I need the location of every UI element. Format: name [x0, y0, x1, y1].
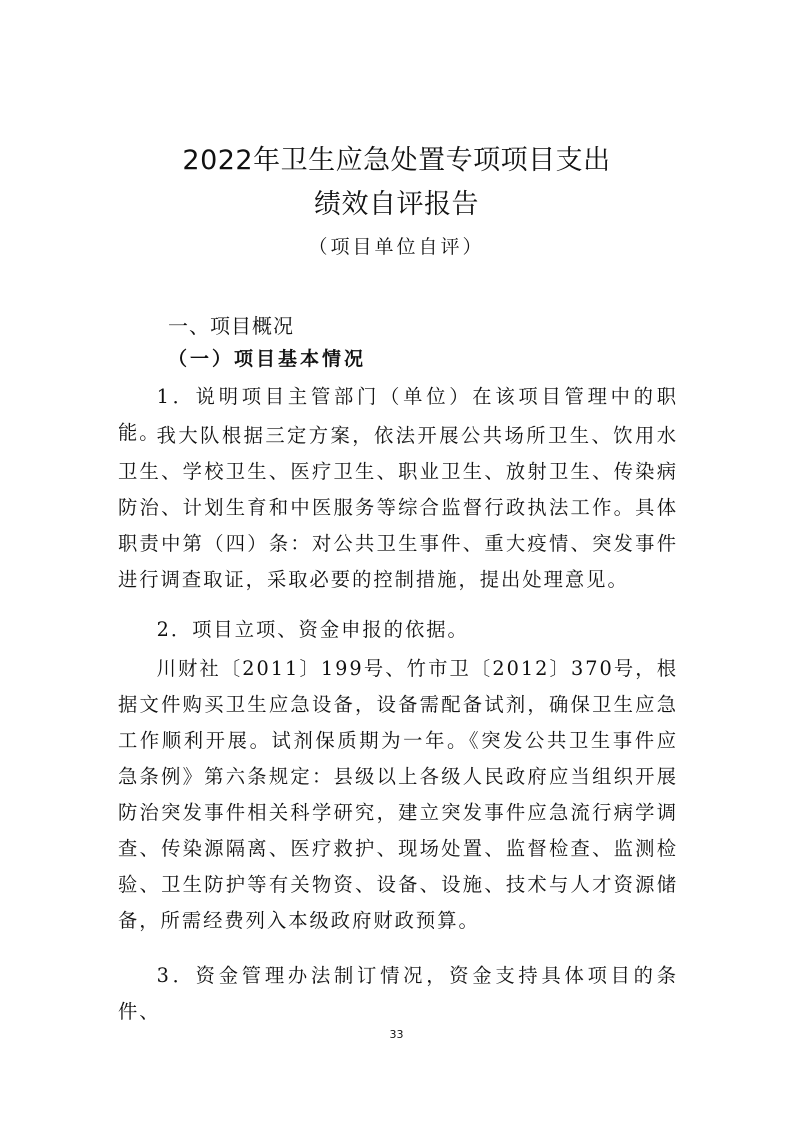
paragraph-item-1-heading: 1．说明项目主管部门（单位）在该项目管理中的职能。 [118, 385, 678, 444]
report-title-line-1: 2022年卫生应急处置专项项目支出 [182, 145, 611, 176]
section-heading: 一、项目概况 [168, 314, 294, 338]
paragraph-project-basis: 川财社〔2011〕199号、竹市卫〔2012〕370号，根据文件购买卫生应急设备，设备需配备试剂，确保卫生应急工作顺利开展。试剂保质期为一年。《突发公共卫生事件应急条例》第六条规定：县级以上各级人民政府应当组织开展防治突发事件相关科学研究，建立突发事件应急流行病学调查、传染源隔离、医疗救护、现场处置、监督检查、监测检验、卫生防护等有关物资、设备、设施、技术与人才资源储备，所需经费列入本级政府财政预算。 [118, 657, 678, 932]
subsection-heading: （一）项目基本情况 [168, 348, 367, 370]
report-title-line-2: 绩效自评报告 [314, 189, 479, 220]
paragraph-department-duties: 我大队根据三定方案，依法开展公共场所卫生、饮用水卫生、学校卫生、医疗卫生、职业卫生、放射卫生、传染病防治、计划生育和中医服务等综合监督行政执法工作。具体职责中第（四）条：对公共卫生事件、重大疫情、突发事件进行调查取证，采取必要的控制措施，提出处理意见。 [118, 424, 678, 591]
page-number: 33 [389, 1028, 404, 1041]
paragraph-item-3-heading: 3．资金管理办法制订情况，资金支持具体项目的条件、 [118, 964, 678, 1023]
report-subtitle: （项目单位自评） [308, 236, 485, 258]
paragraph-item-2-heading: 2．项目立项、资金申报的依据。 [156, 618, 469, 641]
